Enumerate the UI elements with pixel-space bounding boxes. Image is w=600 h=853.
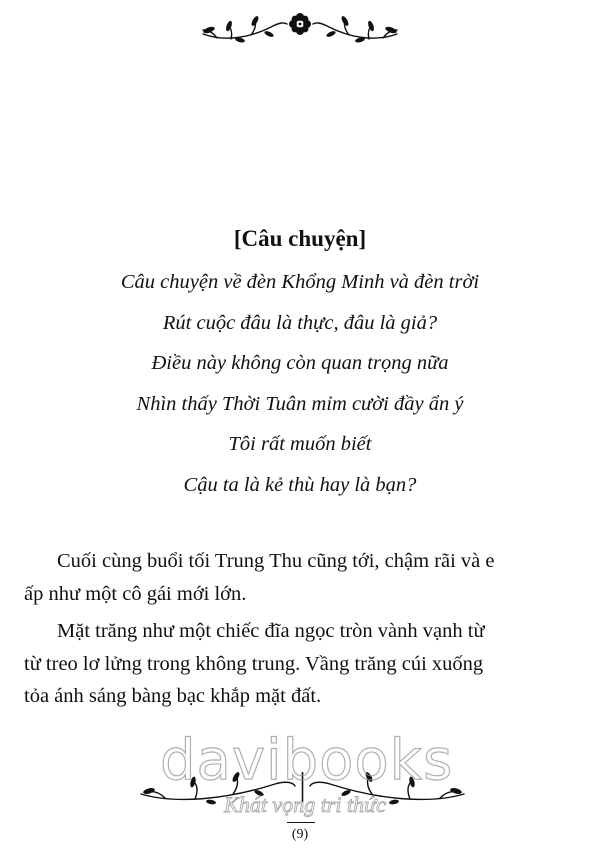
prose-line: tỏa ánh sáng bàng bạc khắp mặt đất. [24,685,322,707]
poem-line: Điều này không còn quan trọng nữa [151,352,449,374]
prose-block [24,545,596,713]
poem-line: Nhìn thấy Thời Tuân mỉm cười đầy ẩn ý [136,392,464,415]
poem-line: Tôi rất muốn biết [228,433,372,455]
paragraph-2 [24,615,596,713]
prose-line: Mặt trăng như một chiếc đĩa ngọc tròn vành vạnh từ [57,620,485,642]
paragraph-1 [24,545,596,610]
prose-line: Cuối cùng buổi tối Trung Thu cũng tới, chậm rãi và e [57,550,495,572]
page-number: (9) [291,827,309,842]
section-heading: [Câu chuyện] [233,226,367,251]
page-number-rule [287,822,315,823]
watermark-brand: davibooks [160,728,454,793]
top-floral-ornament-icon [195,8,405,46]
prose-line: ấp như một cô gái mới lớn. [24,582,247,605]
prose-line: từ treo lơ lửng trong không trung. Vầng trăng cúi xuống [24,652,484,675]
poem-block [0,265,600,508]
poem-line: Câu chuyện về đèn Khổng Minh và đèn trời [120,271,480,293]
poem-line: Rút cuộc đâu là thực, đâu là giả? [162,311,438,334]
poem-line: Cậu ta là kẻ thù hay là bạn? [183,473,417,496]
bottom-floral-ornament-icon [135,764,470,808]
watermark-tagline: Khát vọng tri thức [224,792,386,817]
